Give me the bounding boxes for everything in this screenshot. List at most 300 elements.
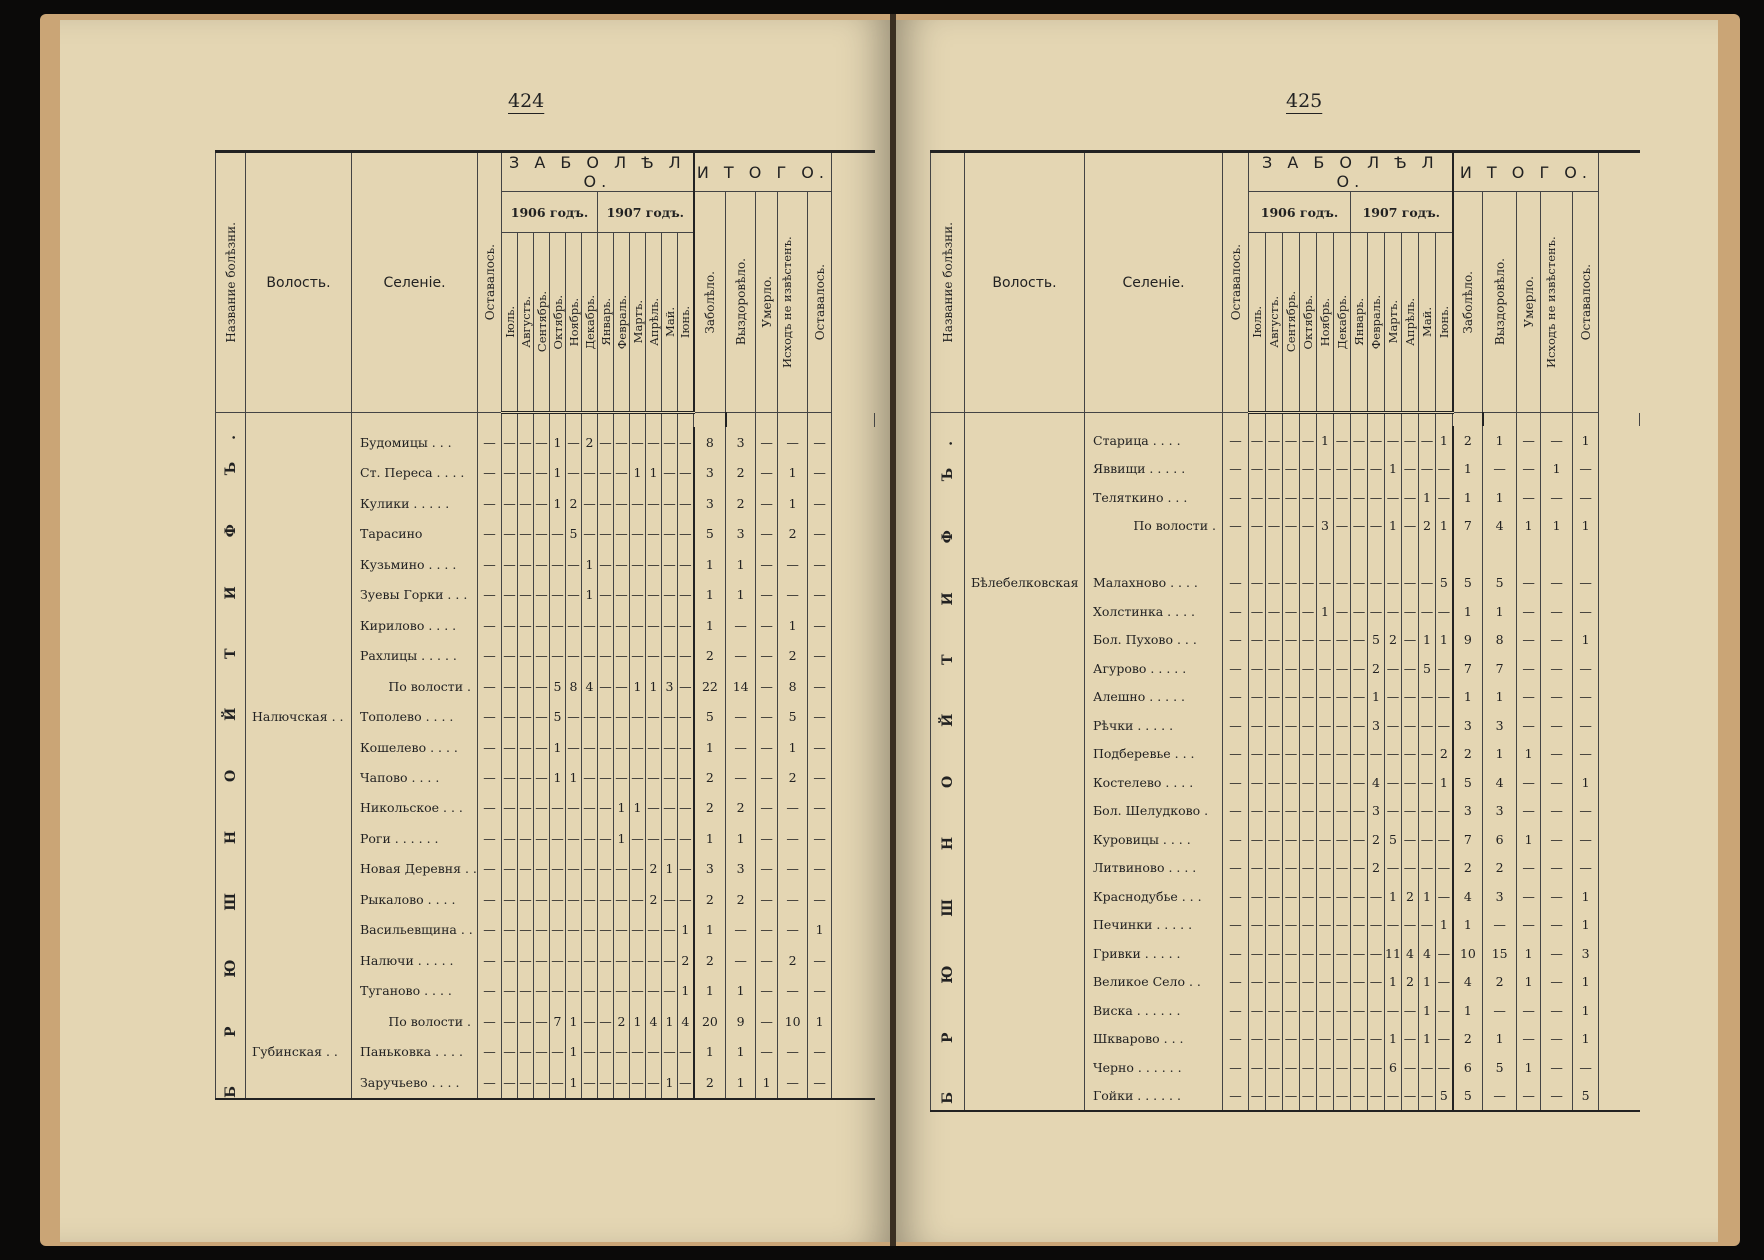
value-cell xyxy=(1223,540,1249,569)
value-cell: — xyxy=(1249,768,1266,797)
value-cell: 5 xyxy=(566,518,582,548)
value-cell: — xyxy=(566,915,582,945)
value-cell: 2 xyxy=(694,945,726,975)
value-cell: — xyxy=(1300,825,1317,854)
header-month: Мартъ. xyxy=(630,233,646,413)
value-cell: — xyxy=(518,549,534,579)
value-cell: — xyxy=(478,915,502,945)
value-cell: — xyxy=(646,976,662,1006)
value-cell: — xyxy=(1541,996,1573,1025)
value-cell: — xyxy=(534,945,550,975)
value-cell: — xyxy=(478,1067,502,1099)
value-cell: 3 xyxy=(1453,711,1483,740)
value-cell: 1 xyxy=(662,854,678,884)
value-cell: — xyxy=(1223,597,1249,626)
value-cell: — xyxy=(1249,597,1266,626)
value-cell: 6 xyxy=(1483,825,1517,854)
value-cell: — xyxy=(1266,711,1283,740)
value-cell: — xyxy=(646,1067,662,1099)
value-cell: — xyxy=(518,579,534,609)
value-cell: — xyxy=(1385,740,1402,769)
value-cell: — xyxy=(646,823,662,853)
value-cell: — xyxy=(478,671,502,701)
value-cell: 1 xyxy=(694,915,726,945)
value-cell: 1 xyxy=(726,579,756,609)
value-cell: 1 xyxy=(1573,426,1599,455)
value-cell: — xyxy=(756,945,778,975)
value-cell: — xyxy=(1402,996,1419,1025)
value-cell: — xyxy=(478,1006,502,1036)
value-cell: 8 xyxy=(694,427,726,457)
value-cell: — xyxy=(478,640,502,670)
value-cell: — xyxy=(534,793,550,823)
value-cell: — xyxy=(756,793,778,823)
header-zabolelo: З А Б О Л Ѣ Л О. xyxy=(1249,152,1453,192)
value-cell: — xyxy=(518,427,534,457)
village-cell: Литвиново . . . . xyxy=(1085,854,1223,883)
value-cell: — xyxy=(1541,654,1573,683)
volost-cell xyxy=(965,1053,1085,1082)
value-cell: 1 xyxy=(1483,426,1517,455)
value-cell: 3 xyxy=(1368,711,1385,740)
value-cell: — xyxy=(502,1006,518,1036)
village-cell: По волости . xyxy=(352,1006,478,1036)
value-cell: — xyxy=(1351,968,1368,997)
disease-name-cell xyxy=(216,413,246,1099)
value-cell: — xyxy=(534,762,550,792)
value-cell: — xyxy=(1419,569,1436,598)
volost-cell xyxy=(965,426,1085,455)
value-cell: 1 xyxy=(1385,968,1402,997)
value-cell: — xyxy=(726,945,756,975)
value-cell: — xyxy=(662,701,678,731)
value-cell: 22 xyxy=(694,671,726,701)
value-cell: — xyxy=(582,488,598,518)
value-cell: — xyxy=(1541,911,1573,940)
value-cell: — xyxy=(646,701,662,731)
value-cell: — xyxy=(1351,654,1368,683)
value-cell: 2 xyxy=(1402,882,1419,911)
value-cell: — xyxy=(646,945,662,975)
value-cell: 1 xyxy=(1453,996,1483,1025)
header-month: Августъ. xyxy=(518,233,534,413)
table-row xyxy=(931,483,1640,512)
value-cell: 1 xyxy=(1436,768,1453,797)
value-cell: 1 xyxy=(678,915,694,945)
value-cell: — xyxy=(1541,939,1573,968)
value-cell: — xyxy=(646,640,662,670)
value-cell: 3 xyxy=(1483,711,1517,740)
value-cell: — xyxy=(1402,911,1419,940)
value-cell: — xyxy=(550,640,566,670)
value-cell: 1 xyxy=(778,488,808,518)
value-cell: — xyxy=(1249,426,1266,455)
value-cell: — xyxy=(630,640,646,670)
volost-cell xyxy=(965,797,1085,826)
value-cell: — xyxy=(1317,1053,1334,1082)
value-cell: 5 xyxy=(1483,569,1517,598)
value-cell: 7 xyxy=(1453,654,1483,683)
value-cell: 4 xyxy=(1483,768,1517,797)
value-cell: 5 xyxy=(694,701,726,731)
value-cell: — xyxy=(534,701,550,731)
value-cell: — xyxy=(1249,683,1266,712)
value-cell: 5 xyxy=(1453,768,1483,797)
value-cell: — xyxy=(502,549,518,579)
value-cell: — xyxy=(1334,996,1351,1025)
value-cell: 5 xyxy=(1436,1082,1453,1112)
value-cell: — xyxy=(1402,1053,1419,1082)
volost-cell xyxy=(965,854,1085,883)
value-cell: 1 xyxy=(630,793,646,823)
value-cell: — xyxy=(518,1006,534,1036)
value-cell: — xyxy=(1517,1025,1541,1054)
value-cell: — xyxy=(1385,597,1402,626)
table-spacer-row xyxy=(216,413,875,427)
table-spacer-row xyxy=(931,413,1640,427)
disease-name: Б Р Ю Ш Н О Й Т И Ф Ъ. xyxy=(939,419,956,1104)
value-cell: — xyxy=(1351,483,1368,512)
header-ostavalos: Оставалось. xyxy=(1223,152,1249,413)
value-cell: — xyxy=(1249,854,1266,883)
value-cell: 6 xyxy=(1385,1053,1402,1082)
value-cell: 1 xyxy=(1483,483,1517,512)
value-cell: — xyxy=(1436,683,1453,712)
value-cell xyxy=(1483,540,1517,569)
value-cell: — xyxy=(1300,740,1317,769)
value-cell: — xyxy=(678,518,694,548)
value-cell: — xyxy=(662,640,678,670)
value-cell: — xyxy=(678,1067,694,1099)
value-cell: — xyxy=(756,732,778,762)
value-cell: — xyxy=(1541,882,1573,911)
value-cell: — xyxy=(808,1037,832,1067)
value-cell: — xyxy=(1223,1053,1249,1082)
village-cell: Рахлицы . . . . . xyxy=(352,640,478,670)
value-cell: — xyxy=(1317,768,1334,797)
value-cell: — xyxy=(1249,1082,1266,1112)
table-row xyxy=(216,640,875,670)
volost-cell xyxy=(246,427,352,457)
value-cell: 2 xyxy=(1453,426,1483,455)
value-cell: — xyxy=(808,610,832,640)
value-cell: — xyxy=(662,488,678,518)
value-cell: — xyxy=(518,488,534,518)
disease-name-cell xyxy=(931,413,965,1112)
village-cell: Гойки . . . . . . xyxy=(1085,1082,1223,1112)
header-month: Май. xyxy=(1419,233,1436,413)
value-cell: — xyxy=(1266,825,1283,854)
value-cell: — xyxy=(614,884,630,914)
value-cell: 9 xyxy=(1453,626,1483,655)
value-cell: 5 xyxy=(550,701,566,731)
village-cell: Яввищи . . . . . xyxy=(1085,455,1223,484)
value-cell: — xyxy=(502,610,518,640)
value-cell: — xyxy=(1283,968,1300,997)
value-cell: 5 xyxy=(1453,569,1483,598)
value-cell: — xyxy=(1223,483,1249,512)
volost-cell xyxy=(246,976,352,1006)
value-cell: — xyxy=(1368,1082,1385,1112)
value-cell: — xyxy=(598,640,614,670)
value-cell: 2 xyxy=(694,884,726,914)
value-cell: — xyxy=(1436,1025,1453,1054)
table-row xyxy=(931,768,1640,797)
value-cell: — xyxy=(1368,512,1385,541)
value-cell: — xyxy=(1436,455,1453,484)
value-cell: — xyxy=(518,793,534,823)
value-cell: — xyxy=(1300,512,1317,541)
value-cell: — xyxy=(1573,569,1599,598)
header-month: Іюль. xyxy=(502,233,518,413)
value-cell: — xyxy=(1385,1082,1402,1112)
value-cell: 1 xyxy=(1453,683,1483,712)
value-cell: — xyxy=(614,671,630,701)
value-cell: 5 xyxy=(694,518,726,548)
table-row xyxy=(931,597,1640,626)
value-cell: — xyxy=(1517,911,1541,940)
page-number: 424 xyxy=(508,90,545,112)
value-cell: — xyxy=(1223,426,1249,455)
value-cell: — xyxy=(646,1037,662,1067)
value-cell: 7 xyxy=(550,1006,566,1036)
value-cell: — xyxy=(582,457,598,487)
table-row xyxy=(931,1025,1640,1054)
header-total-ostavalos: Оставалось. xyxy=(808,192,832,413)
value-cell: 3 xyxy=(694,457,726,487)
value-cell: — xyxy=(1419,426,1436,455)
village-cell: Чапово . . . . xyxy=(352,762,478,792)
value-cell: — xyxy=(678,549,694,579)
value-cell: — xyxy=(1483,911,1517,940)
village-cell: По волости . xyxy=(1085,512,1223,541)
value-cell: — xyxy=(808,518,832,548)
value-cell: — xyxy=(1351,569,1368,598)
value-cell: — xyxy=(518,884,534,914)
volost-cell xyxy=(965,882,1085,911)
value-cell: 2 xyxy=(566,488,582,518)
value-cell: — xyxy=(1266,569,1283,598)
village-cell: Васильевщина . . xyxy=(352,915,478,945)
value-cell: — xyxy=(1317,683,1334,712)
value-cell: 2 xyxy=(678,945,694,975)
value-cell: 1 xyxy=(1573,996,1599,1025)
header-month: Іюнь. xyxy=(1436,233,1453,413)
village-cell: Виска . . . . . . xyxy=(1085,996,1223,1025)
value-cell: 2 xyxy=(1453,740,1483,769)
value-cell: — xyxy=(1385,854,1402,883)
value-cell: — xyxy=(1541,854,1573,883)
village-cell: Теляткино . . . xyxy=(1085,483,1223,512)
value-cell: 5 xyxy=(1453,1082,1483,1112)
value-cell: — xyxy=(1334,683,1351,712)
volost-cell xyxy=(965,455,1085,484)
value-cell: — xyxy=(1385,711,1402,740)
value-cell: 1 xyxy=(566,1006,582,1036)
value-cell: — xyxy=(550,1037,566,1067)
header-month: Октябрь. xyxy=(550,233,566,413)
value-cell: — xyxy=(478,762,502,792)
value-cell: — xyxy=(756,579,778,609)
value-cell: — xyxy=(778,884,808,914)
value-cell: — xyxy=(1419,797,1436,826)
value-cell: 5 xyxy=(778,701,808,731)
value-cell: — xyxy=(566,549,582,579)
value-cell: — xyxy=(646,518,662,548)
table-row xyxy=(216,976,875,1006)
village-cell: Ст. Переса . . . . xyxy=(352,457,478,487)
value-cell: 2 xyxy=(614,1006,630,1036)
value-cell: 1 xyxy=(1436,626,1453,655)
value-cell: 2 xyxy=(1419,512,1436,541)
value-cell: — xyxy=(808,823,832,853)
value-cell: 1 xyxy=(1573,1025,1599,1054)
value-cell: — xyxy=(1351,597,1368,626)
volost-cell xyxy=(246,793,352,823)
value-cell: — xyxy=(1266,911,1283,940)
value-cell: — xyxy=(1517,768,1541,797)
value-cell: — xyxy=(598,1006,614,1036)
value-cell: — xyxy=(1249,939,1266,968)
value-cell: 1 xyxy=(550,762,566,792)
value-cell: — xyxy=(1223,569,1249,598)
value-cell: — xyxy=(1573,597,1599,626)
value-cell: — xyxy=(598,884,614,914)
value-cell: — xyxy=(778,976,808,1006)
value-cell: — xyxy=(1419,911,1436,940)
village-cell: Костелево . . . . xyxy=(1085,768,1223,797)
value-cell: — xyxy=(1249,626,1266,655)
value-cell: — xyxy=(1334,626,1351,655)
value-cell: — xyxy=(1223,654,1249,683)
value-cell: — xyxy=(1317,939,1334,968)
value-cell: — xyxy=(534,518,550,548)
value-cell: — xyxy=(808,427,832,457)
value-cell: — xyxy=(1436,968,1453,997)
value-cell: — xyxy=(778,1067,808,1099)
value-cell: — xyxy=(808,976,832,1006)
value-cell: — xyxy=(598,823,614,853)
value-cell: — xyxy=(534,457,550,487)
value-cell: — xyxy=(1385,569,1402,598)
value-cell: — xyxy=(1541,797,1573,826)
value-cell: — xyxy=(1541,1082,1573,1112)
value-cell: — xyxy=(1317,626,1334,655)
value-cell: — xyxy=(1300,683,1317,712)
value-cell: — xyxy=(756,518,778,548)
value-cell: 2 xyxy=(1368,854,1385,883)
value-cell: 1 xyxy=(614,823,630,853)
value-cell: — xyxy=(1334,768,1351,797)
value-cell: 2 xyxy=(694,640,726,670)
table-row xyxy=(931,455,1640,484)
volost-cell xyxy=(246,457,352,487)
value-cell xyxy=(1453,540,1483,569)
value-cell: 2 xyxy=(1385,626,1402,655)
village-cell: Малахново . . . . xyxy=(1085,569,1223,598)
village-cell: По волости . xyxy=(352,671,478,701)
value-cell: — xyxy=(478,945,502,975)
value-cell: — xyxy=(1317,854,1334,883)
value-cell: — xyxy=(630,579,646,609)
value-cell: — xyxy=(1317,882,1334,911)
value-cell: — xyxy=(518,976,534,1006)
value-cell: — xyxy=(478,701,502,731)
value-cell: — xyxy=(678,854,694,884)
value-cell: 3 xyxy=(1573,939,1599,968)
value-cell: — xyxy=(502,488,518,518)
value-cell: 2 xyxy=(646,854,662,884)
value-cell xyxy=(1334,540,1351,569)
value-cell: — xyxy=(1249,455,1266,484)
value-cell: — xyxy=(518,701,534,731)
value-cell: — xyxy=(678,457,694,487)
value-cell: — xyxy=(1266,1082,1283,1112)
table-row xyxy=(216,549,875,579)
value-cell: — xyxy=(1573,654,1599,683)
value-cell: — xyxy=(756,823,778,853)
value-cell: — xyxy=(598,579,614,609)
value-cell: — xyxy=(1223,711,1249,740)
value-cell: — xyxy=(502,945,518,975)
value-cell: — xyxy=(808,793,832,823)
value-cell: — xyxy=(1334,825,1351,854)
value-cell: — xyxy=(1402,483,1419,512)
value-cell: — xyxy=(808,457,832,487)
value-cell: — xyxy=(1368,597,1385,626)
value-cell: 2 xyxy=(1368,654,1385,683)
value-cell: 1 xyxy=(566,1067,582,1099)
value-cell: 4 xyxy=(1402,939,1419,968)
value-cell: — xyxy=(756,488,778,518)
value-cell: 1 xyxy=(1385,512,1402,541)
value-cell: — xyxy=(662,976,678,1006)
value-cell: — xyxy=(1351,1025,1368,1054)
value-cell: — xyxy=(1317,455,1334,484)
value-cell: — xyxy=(1419,455,1436,484)
value-cell: 1 xyxy=(726,823,756,853)
value-cell: 2 xyxy=(1483,968,1517,997)
volost-cell xyxy=(246,610,352,640)
value-cell: — xyxy=(778,793,808,823)
table-row xyxy=(931,626,1640,655)
value-cell: — xyxy=(1517,683,1541,712)
village-cell: Краснодубье . . . xyxy=(1085,882,1223,911)
value-cell: — xyxy=(1541,569,1573,598)
value-cell: — xyxy=(550,793,566,823)
volost-cell xyxy=(965,911,1085,940)
value-cell: 1 xyxy=(808,915,832,945)
header-itogo: И Т О Г О. xyxy=(694,152,832,192)
header-month: Январь. xyxy=(1351,233,1368,413)
value-cell: — xyxy=(1334,1053,1351,1082)
value-cell: — xyxy=(1300,882,1317,911)
header-month: Іюль. xyxy=(1249,233,1266,413)
volost-cell xyxy=(965,939,1085,968)
header-month: Сентябрь. xyxy=(534,233,550,413)
value-cell: — xyxy=(630,549,646,579)
value-cell: — xyxy=(1419,683,1436,712)
village-cell: Рыкалово . . . . xyxy=(352,884,478,914)
value-cell: 1 xyxy=(1517,740,1541,769)
value-cell: — xyxy=(1541,968,1573,997)
value-cell: — xyxy=(598,1067,614,1099)
value-cell: — xyxy=(678,671,694,701)
value-cell: — xyxy=(1402,1082,1419,1112)
value-cell: — xyxy=(478,732,502,762)
value-cell: — xyxy=(1317,483,1334,512)
value-cell: — xyxy=(550,915,566,945)
